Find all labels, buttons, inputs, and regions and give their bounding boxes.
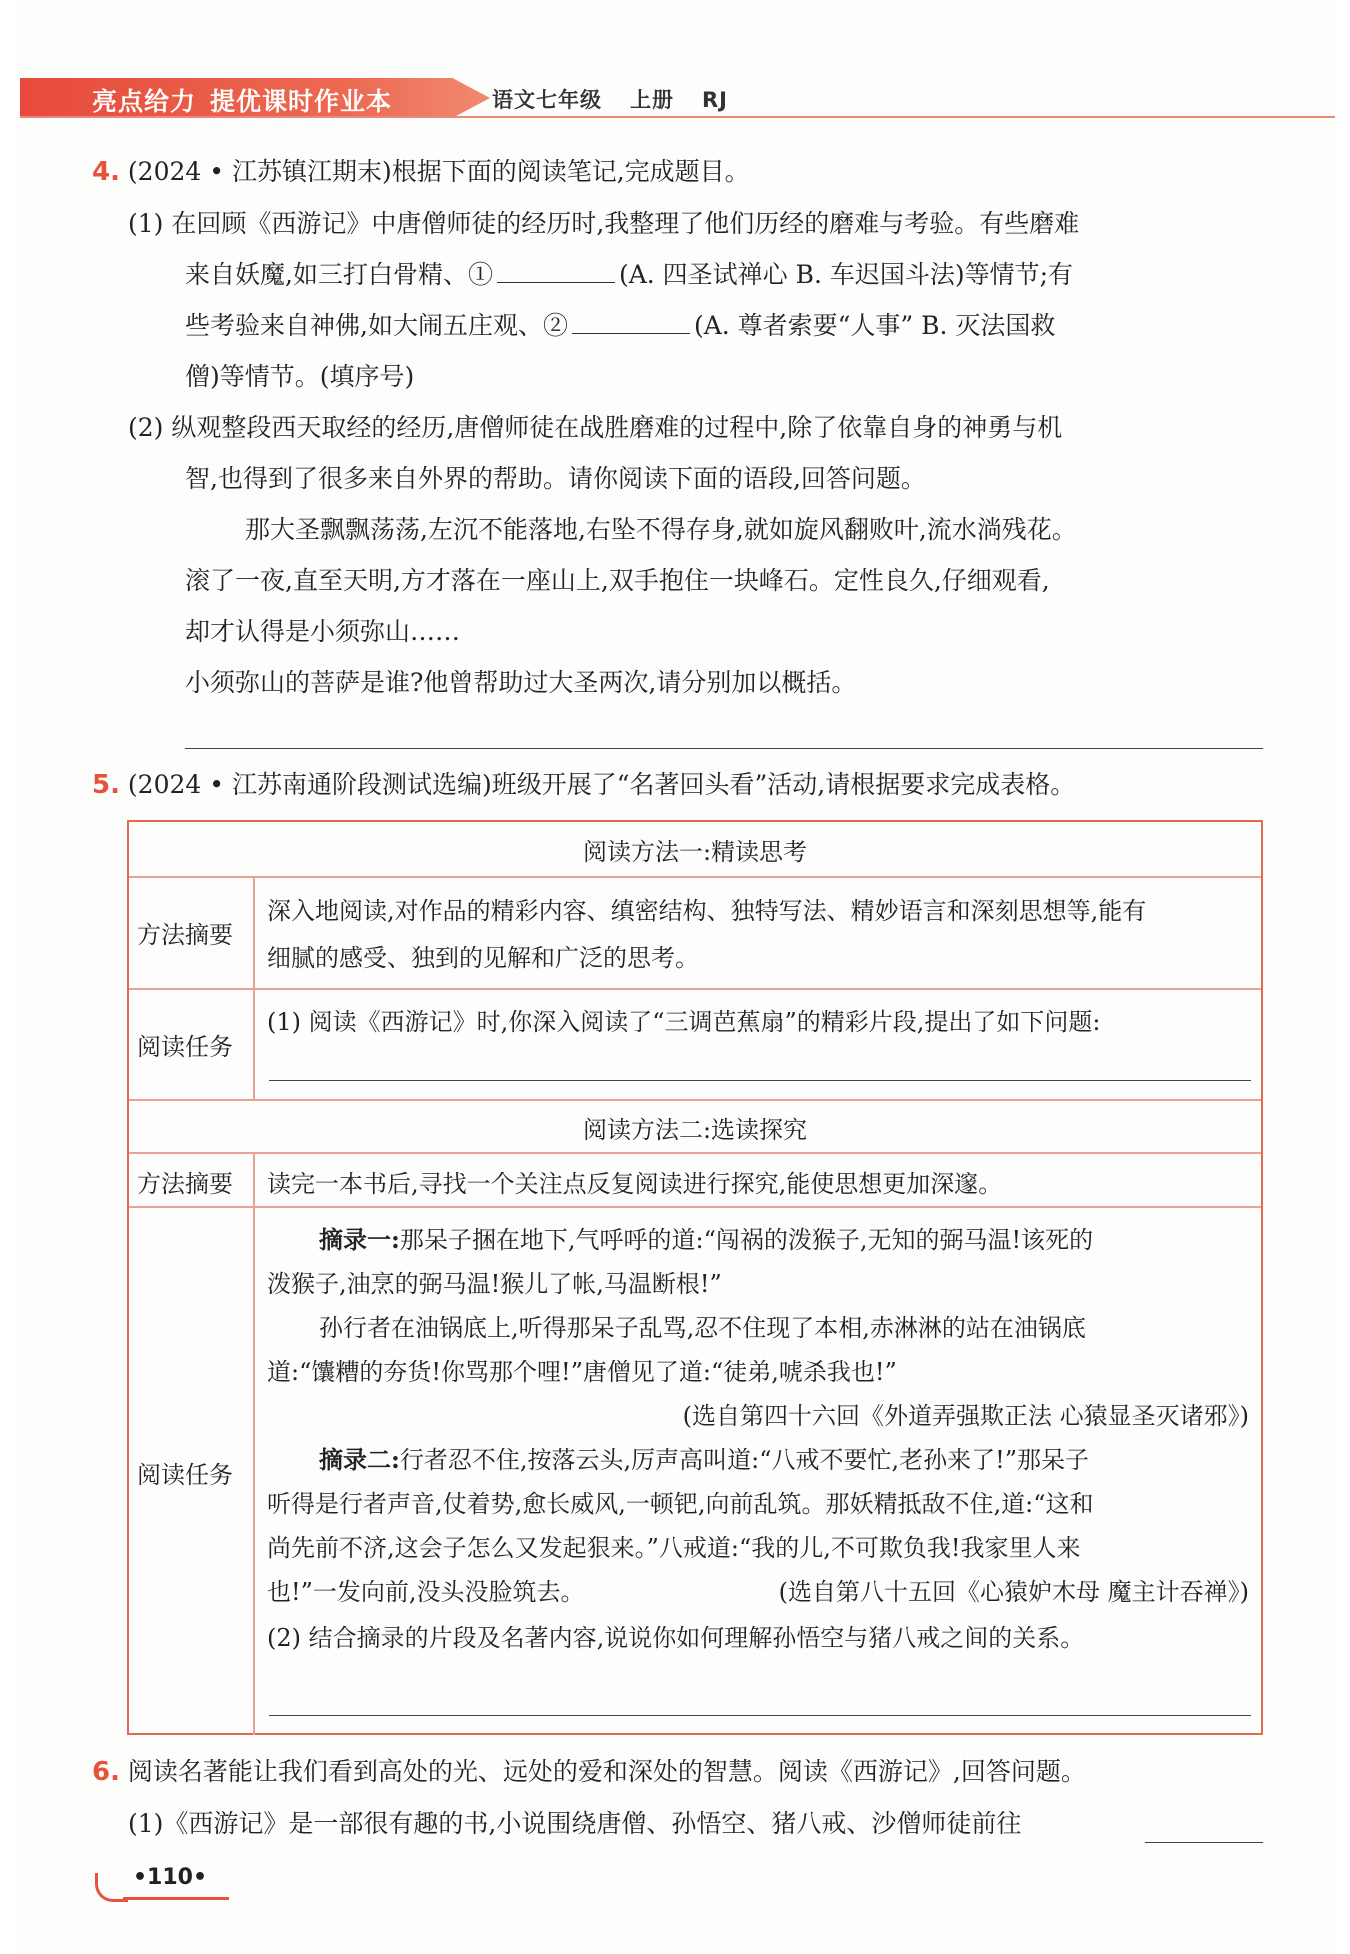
excerpt1-source: (选自第四十六回《外道弄强欺正法 心猿显圣灭诸邪》) — [682, 1402, 1249, 1430]
excerpt2-source: (选自第八十五回《心猿妒木母 魔主计吞禅》) — [778, 1578, 1249, 1606]
method1-task: (1) 阅读《西游记》时,你深入阅读了“三调芭蕉扇”的精彩片段,提出了如下问题: — [267, 1008, 1101, 1036]
q5-number: 5. — [92, 770, 120, 800]
method2-summary: 读完一本书后,寻找一个关注点反复阅读进行探究,能使思想更加深邃。 — [267, 1170, 1003, 1198]
table-rule — [129, 876, 1261, 878]
page-footer — [95, 1865, 235, 1895]
q6-blank[interactable] — [1145, 1842, 1263, 1843]
excerpt1-line2: 泼猴子,油烹的弼马温!猴儿了帐,马温断根!” — [267, 1270, 722, 1298]
excerpt2-line4: 也!”一发向前,没头没脸筑去。 — [267, 1578, 585, 1606]
excerpt2-text1: 行者忍不住,按落云头,厉声高叫道:“八戒不要忙,老孙来了!”那呆子 — [399, 1446, 1090, 1474]
excerpt1-line1 — [319, 1220, 1093, 1255]
q6-number: 6. — [92, 1757, 120, 1787]
table-rule — [129, 1152, 1261, 1154]
q4-p2-line1: (2) 纵观整段西天取经的经历,唐僧师徒在战胜磨难的过程中,除了依靠自身的神勇与机 — [128, 413, 1063, 442]
q6-stem: 阅读名著能让我们看到高处的光、远处的爱和深处的智慧。阅读《西游记》,回答问题。 — [127, 1757, 1086, 1786]
table-rule — [129, 1099, 1261, 1101]
table-rule — [129, 1206, 1261, 1208]
q4-stem-line — [92, 152, 750, 188]
q5-stem: (2024 • 江苏南通阶段测试选编)班级开展了“名著回头看”活动,请根据要求完成表格。 — [127, 770, 1076, 799]
excerpt2-label: 摘录二: — [319, 1445, 400, 1474]
q4-quote-line2: 滚了一夜,直至天明,方才落在一座山上,双手抱住一块峰石。定性良久,仔细观看, — [185, 566, 1050, 595]
subject-info — [492, 84, 756, 114]
method2-task: (2) 结合摘录的片段及名著内容,说说你如何理解孙悟空与猪八戒之间的关系。 — [267, 1624, 1085, 1652]
header-rule — [20, 116, 1335, 118]
q4-number: 4. — [92, 157, 120, 187]
excerpt1-text1: 那呆子捆在地下,气呼呼的道:“闯祸的泼猴子,无知的弼马温!该死的 — [399, 1226, 1094, 1254]
reading-method-table — [127, 820, 1263, 1735]
table-rule — [129, 988, 1261, 990]
volume: 上册 — [630, 88, 674, 112]
method2-answer-line[interactable] — [269, 1715, 1251, 1716]
q6-p1-line — [128, 1804, 1021, 1840]
method2-title: 阅读方法二:选读探究 — [582, 1116, 808, 1144]
method1-title: 阅读方法一:精读思考 — [582, 838, 808, 866]
q4-p1-line3 — [185, 306, 1055, 342]
excerpt2-line3: 尚先前不济,这会子怎么又发起狠来。”八戒道:“我的儿,不可欺负我!我家里人来 — [267, 1534, 1081, 1562]
method1-summary-label: 方法摘要 — [137, 921, 233, 949]
subject-grade: 语文七年级 — [492, 88, 602, 112]
table-col-rule — [253, 1152, 255, 1735]
edition: RJ — [702, 88, 728, 112]
excerpt1-line3: 孙行者在油锅底上,听得那呆子乱骂,忍不住现了本相,赤淋淋的站在油锅底 — [319, 1314, 1086, 1342]
q4-stem: (2024 • 江苏镇江期末)根据下面的阅读笔记,完成题目。 — [127, 157, 750, 186]
page-number: •110• — [133, 1865, 208, 1890]
blank-2[interactable] — [572, 311, 690, 334]
q4-answer-line[interactable] — [185, 748, 1263, 749]
q4-p1-line3b: (A. 尊者索要“人事” B. 灭法国救 — [693, 311, 1056, 340]
method2-task-label: 阅读任务 — [137, 1461, 233, 1489]
excerpt1-line4: 道:“馕糟的夯货!你骂那个哩!”唐僧见了道:“徒弟,唬杀我也!” — [267, 1358, 897, 1386]
method1-summary-line1: 深入地阅读,对作品的精彩内容、缜密结构、独特写法、精妙语言和深刻思想等,能有 — [267, 897, 1147, 925]
excerpt1-label: 摘录一: — [319, 1225, 400, 1254]
method1-answer-line[interactable] — [269, 1080, 1251, 1081]
method1-task-label: 阅读任务 — [137, 1033, 233, 1061]
series-name: 提优课时作业本 — [210, 87, 393, 116]
q6-p1: (1)《西游记》是一部很有趣的书,小说围绕唐僧、孙悟空、猪八戒、沙僧师徒前往 — [128, 1809, 1022, 1838]
q4-p1-line1: (1) 在回顾《西游记》中唐僧师徒的经历时,我整理了他们历经的磨难与考验。有些磨难 — [128, 209, 1080, 238]
q5-stem-line — [92, 765, 1075, 801]
page-header — [20, 78, 1335, 118]
excerpt2-line1 — [319, 1440, 1089, 1475]
q4-p1-line2 — [185, 255, 1073, 291]
method2-summary-label: 方法摘要 — [137, 1170, 233, 1198]
q4-question: 小须弥山的菩萨是谁?他曾帮助过大圣两次,请分别加以概括。 — [185, 668, 857, 697]
q4-quote-line1: 那大圣飘飘荡荡,左沉不能落地,右坠不得存身,就如旋风翻败叶,流水淌残花。 — [245, 515, 1077, 544]
brand-name: 亮点给力 — [92, 87, 197, 116]
q4-p1-line3a: 些考验来自神佛,如大闹五庄观、② — [185, 311, 568, 340]
method1-summary-line2: 细腻的感受、独到的见解和广泛的思考。 — [267, 944, 699, 972]
excerpt2-line2: 听得是行者声音,仗着势,愈长威风,一顿钯,向前乱筑。那妖精抵敌不住,道:“这和 — [267, 1490, 1094, 1518]
q4-p1-line2b: (A. 四圣试禅心 B. 车迟国斗法)等情节;有 — [618, 260, 1074, 289]
q4-p2-line2: 智,也得到了很多来自外界的帮助。请你阅读下面的语段,回答问题。 — [185, 464, 926, 493]
q4-quote-line3: 却才认得是小须弥山…… — [185, 617, 461, 646]
table-col-rule — [253, 876, 255, 1099]
q4-p1-line4: 僧)等情节。(填序号) — [185, 362, 415, 391]
banner-text — [92, 82, 392, 118]
q6-stem-line — [92, 1752, 1086, 1788]
q4-p1-line2a: 来自妖魔,如三打白骨精、① — [185, 260, 493, 289]
footer-rule — [123, 1897, 229, 1900]
blank-1[interactable] — [497, 260, 615, 283]
